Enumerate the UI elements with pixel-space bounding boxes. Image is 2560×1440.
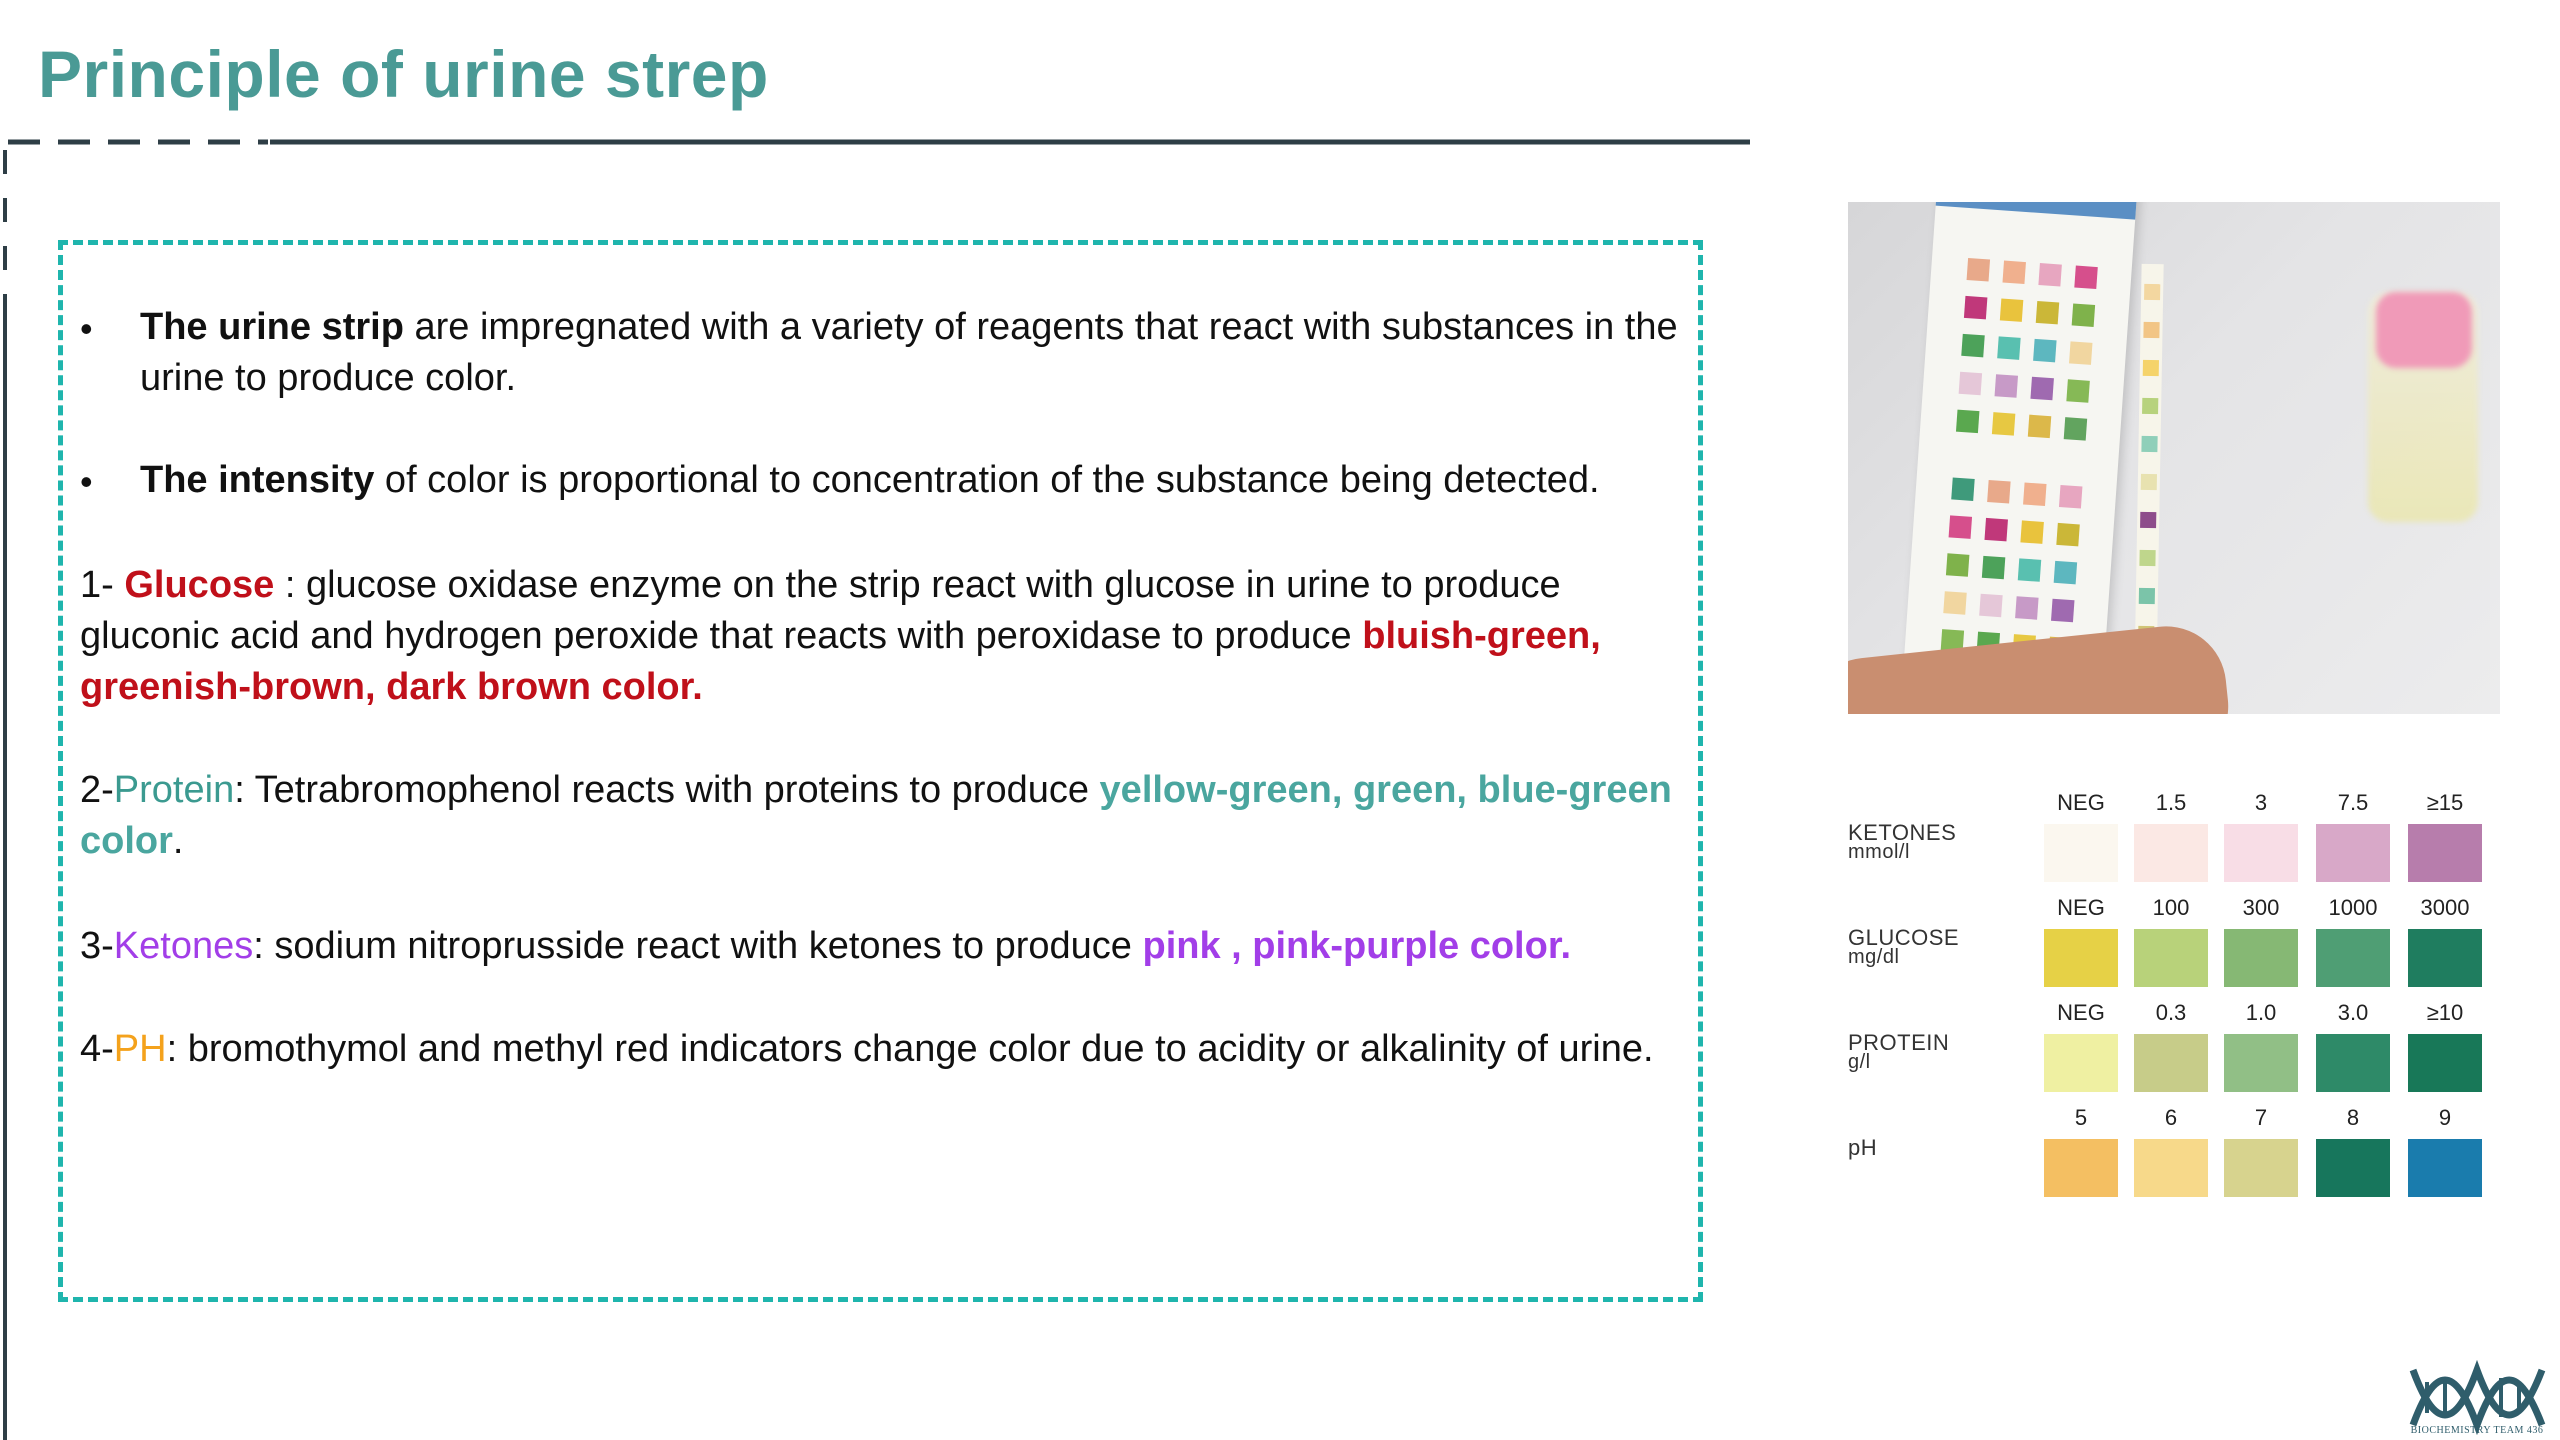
tube-color-pad [1997, 336, 2020, 359]
tube-color-pad [1951, 477, 1974, 500]
tube-color-pad [2023, 483, 2046, 506]
item-number: 1- [80, 564, 125, 606]
chart-swatch [2316, 929, 2390, 987]
chart-row-glucose [1848, 895, 2488, 995]
item-glucose [80, 560, 1680, 713]
tube-color-pad [1959, 372, 1982, 395]
item-text: : Tetrabromophenol reacts with proteins to produce [234, 769, 1100, 811]
chart-label: NEG [2057, 895, 2105, 920]
item-colors: bluish-green, greenish-brown, dark brown color. [80, 615, 1601, 708]
chart-label: 6 [2164, 1105, 2178, 1130]
tube-color-pad [1949, 515, 1972, 538]
tube-color-pad [1943, 591, 1966, 614]
chart-swatch [2224, 929, 2298, 987]
chart-row-protein [1848, 1000, 2488, 1100]
left-margin-rule [0, 150, 10, 1440]
tube-color-pad [1982, 556, 2005, 579]
item-term: Glucose [124, 564, 275, 606]
chart-swatch [2408, 929, 2482, 987]
strip-color-pad [2143, 322, 2159, 338]
tube-color-pad [1946, 553, 1969, 576]
chart-swatch [2134, 1139, 2208, 1197]
tube-color-pad [2072, 303, 2095, 326]
tube-color-pad [2033, 339, 2056, 362]
chart-label: 3 [2254, 790, 2268, 815]
item-colors: yellow-green, green, blue-green color [80, 769, 1672, 862]
item-number: 4- [80, 1028, 114, 1070]
chart-label: 7 [2254, 1105, 2268, 1130]
chart-swatch [2044, 1139, 2118, 1197]
chart-swatch [2134, 1034, 2208, 1092]
tube-color-pad [2069, 341, 2092, 364]
chart-swatch [2044, 929, 2118, 987]
tube-color-pad [1967, 258, 1990, 281]
item-text: : glucose oxidase enzyme on the strip react with glucose in urine to produce gluconic acid and hydrogen peroxide that reacts with peroxidase to produce [80, 564, 1561, 657]
tube-color-pad [1984, 518, 2007, 541]
tube-color-pad [2056, 523, 2079, 546]
chart-label: ≥10 [2426, 1000, 2464, 1025]
item-text: : sodium nitroprusside react with ketones to produce [253, 925, 1143, 967]
chart-row-unit: g/l [1848, 1051, 1871, 1073]
item-term: Ketones [113, 925, 254, 967]
chart-label: 1000 [2328, 895, 2378, 920]
bullet-strong: The intensity [140, 459, 375, 501]
test-strip [2134, 264, 2163, 684]
bullet-intensity [140, 455, 1680, 506]
tube-color-pad [2030, 377, 2053, 400]
tube-color-pad [1964, 296, 1987, 319]
chart-swatch [2224, 1139, 2298, 1197]
chart-swatch [2316, 1034, 2390, 1092]
tube-color-pad [2066, 379, 2089, 402]
strip-color-pad [2142, 398, 2158, 414]
tube-color-pad [2028, 415, 2051, 438]
tube-color-pad [2059, 485, 2082, 508]
chart-label: 9 [2438, 1105, 2452, 1130]
chart-row-unit: mmol/l [1848, 841, 1910, 863]
chart-label: NEG [2057, 790, 2105, 815]
chart-swatch [2408, 824, 2482, 882]
strip-color-pad [2139, 550, 2155, 566]
item-term: PH [113, 1028, 167, 1070]
chart-label: 0.3 [2155, 1000, 2187, 1025]
item-protein [80, 765, 1680, 867]
tube-color-pad [2051, 599, 2074, 622]
chart-label: 7.5 [2337, 790, 2369, 815]
chart-swatch [2316, 1139, 2390, 1197]
chart-label: 8 [2346, 1105, 2360, 1130]
sample-bottle-cap [2376, 292, 2472, 368]
tube-color-pad [2000, 298, 2023, 321]
tube-color-pad [2064, 417, 2087, 440]
tube-color-pad [1956, 410, 1979, 433]
chart-row-name: GLUCOSE [1848, 925, 1960, 950]
strip-color-pad [2143, 360, 2159, 376]
bullet-marker: • [80, 308, 93, 349]
strip-color-pad [2139, 588, 2155, 604]
bullet-marker: • [80, 461, 93, 502]
chart-swatch [2044, 1034, 2118, 1092]
tube-color-pad [1995, 374, 2018, 397]
bullet-text: are impregnated with a variety of reagents that react with substances in the urine to produce color. [140, 306, 1678, 399]
strip-color-pad [2141, 436, 2157, 452]
chart-swatch [2224, 824, 2298, 882]
chart-row-ketones [1848, 790, 2488, 890]
bullet-strong: The urine strip [140, 306, 404, 348]
tube-color-pad [2054, 561, 2077, 584]
chart-label: ≥15 [2426, 790, 2464, 815]
chart-swatch [2044, 824, 2118, 882]
chart-label: 1.0 [2245, 1000, 2277, 1025]
chart-swatch [2224, 1034, 2298, 1092]
tube-color-pad [2074, 266, 2097, 289]
item-number: 2- [80, 769, 114, 811]
item-text: : bromothymol and methyl red indicators change color due to acidity or alkalinity of urine. [166, 1028, 1654, 1070]
tube-color-pad [1992, 412, 2015, 435]
chart-swatch [2134, 929, 2208, 987]
chart-label: 300 [2242, 895, 2280, 920]
chart-swatch [2316, 824, 2390, 882]
chart-label: 3.0 [2337, 1000, 2369, 1025]
chart-label: 3000 [2420, 895, 2470, 920]
item-term: Protein [113, 769, 235, 811]
tube-color-pad [2015, 596, 2038, 619]
chart-row-name: KETONES [1848, 820, 1957, 845]
page-title: Principle of urine strep [38, 37, 769, 111]
item-end: . [172, 820, 184, 862]
item-number: 3- [80, 925, 114, 967]
tube-color-pad [1979, 594, 2002, 617]
title-divider [8, 138, 1750, 146]
chart-row-name: pH [1848, 1135, 1878, 1160]
dna-logo-icon [2405, 1360, 2550, 1435]
tube-color-pad [2002, 261, 2025, 284]
tube-color-pad [1987, 480, 2010, 503]
chart-row-ph [1848, 1105, 2488, 1205]
logo-text: BIOCHEMISTRY TEAM 436 [2410, 1425, 2544, 1436]
urine-strip-photo [1848, 202, 2500, 714]
item-ketones [80, 921, 1680, 972]
chart-swatch [2408, 1139, 2482, 1197]
chart-row-name: PROTEIN [1848, 1030, 1950, 1055]
tube-color-pad [1961, 334, 1984, 357]
tube-color-pad [2038, 263, 2061, 286]
tube-color-pad [2018, 558, 2041, 581]
bullet-urine-strip [140, 302, 1680, 404]
chart-label: NEG [2057, 1000, 2105, 1025]
chart-label: 100 [2152, 895, 2190, 920]
tube-color-pad [2020, 520, 2043, 543]
chart-swatch [2134, 824, 2208, 882]
chart-row-unit: mg/dl [1848, 946, 1900, 968]
tube-color-pad [2036, 301, 2059, 324]
strip-color-pad [2141, 474, 2157, 490]
color-reference-chart [1848, 790, 2488, 1210]
chart-swatch [2408, 1034, 2482, 1092]
strip-color-pad [2140, 512, 2156, 528]
item-colors: pink , pink-purple color. [1142, 925, 1572, 967]
item-ph [80, 1024, 1680, 1075]
chart-label: 1.5 [2155, 790, 2187, 815]
strip-color-pad [2144, 284, 2160, 300]
chart-label: 5 [2074, 1105, 2088, 1130]
bullet-text: of color is proportional to concentration of the substance being detected. [374, 459, 1600, 501]
